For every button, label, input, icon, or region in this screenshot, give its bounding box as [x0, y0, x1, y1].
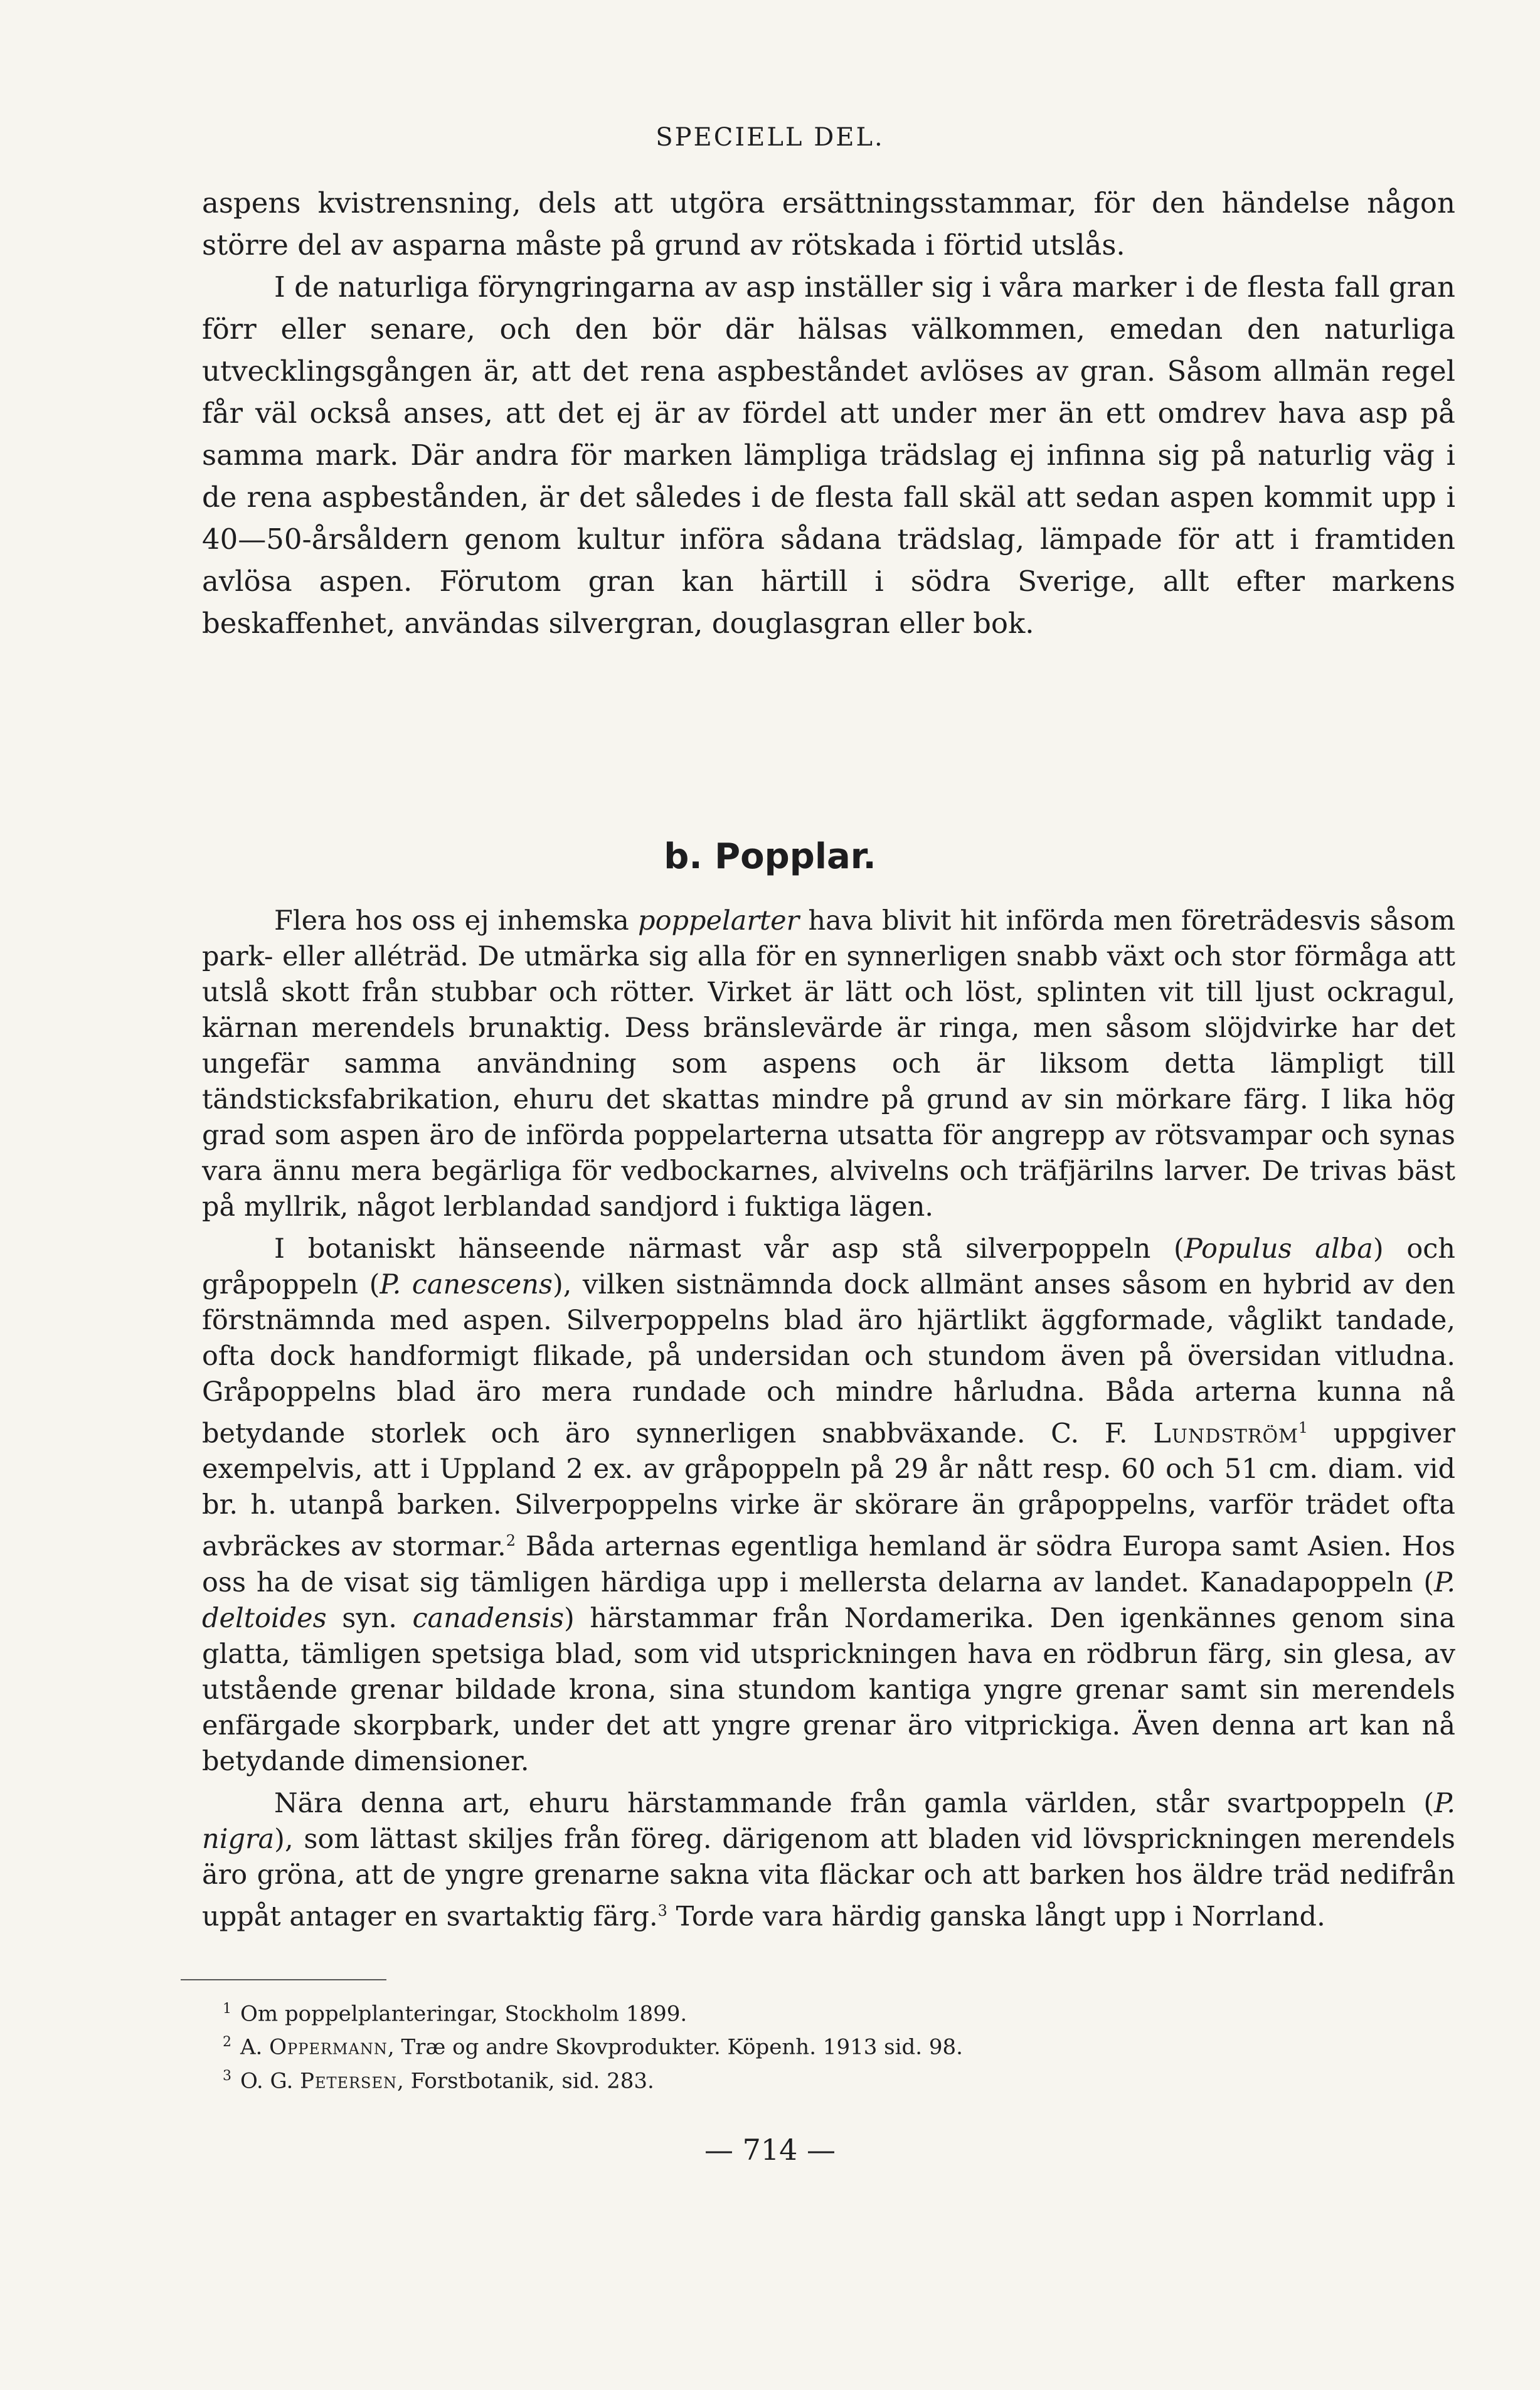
footnote-ref[interactable]: 3 — [657, 1901, 667, 1920]
author-name: Oppermann — [269, 2034, 388, 2060]
text-span: ), som lättast skiljes från föreg. därigenom att bladen vid lövsprickningen merendels äro gröna, att de yngre grenarne sakna vita fläckar och att barken hos äldre träd nedifrån uppåt antager en svartaktig färg. — [202, 1823, 1455, 1932]
author-name: Lundström — [1153, 1418, 1298, 1450]
italic-term: canadensis — [412, 1602, 565, 1634]
paragraph — [202, 1786, 1455, 1935]
footnote-text: A. — [240, 2034, 270, 2060]
text-span: ) härstammar från Nordamerika. Den igenkännes genom sina glatta, tämligen spetsiga blad, som vid utsprickningen hava en rödbrun färg, sin glesa, av utstående grenar bildade krona, sina stundom kantiga yngre grenar samt sin merendels enfärgade skorpbark, under det att yngre grenar äro vitprickiga. Även denna art kan nå betydande dimensioner. — [202, 1602, 1456, 1777]
paragraph: I de naturliga föryngringarna av asp inställer sig i våra marker i de flesta fall gran förr eller senare, och den bör där hälsas välkommen, emedan den naturliga utvecklingsgången är, att det rena aspbeståndet avlöses av gran. Såsom allmän regel får väl också anses, att det ej är av fördel att under mer än ett omdrev hava asp på samma mark. Där andra för marken lämpliga trädslag ej infinna sig på naturlig väg i de rena aspbestånden, är det således i de flesta fall skäl att sedan aspen kommit upp i 40—50-årsåldern genom kultur införa sådana trädslag, lämpade för att i framtiden avlösa aspen. Förutom gran kan härtill i södra Sverige, allt efter markens beskaffenhet, användas silvergran, douglasgran eller bok. — [202, 270, 1455, 640]
text-span: ) och gråpoppeln ( — [202, 1233, 1456, 1300]
paragraph: aspens kvistrensning, dels att utgöra ersättningsstammar, för den händelse någon större del av asparna måste på grund av rötskada i förtid utslås. — [202, 186, 1455, 262]
paragraph — [202, 1231, 1455, 1780]
footnote-ref[interactable]: 1 — [1298, 1419, 1309, 1437]
footnotes — [223, 1995, 1415, 2095]
footnote-mark: 1 — [223, 2001, 231, 2017]
text-span: Nära denna art, ehuru härstammande från gamla världen, står svartpoppeln ( — [274, 1787, 1435, 1819]
text-span: Flera hos oss ej inhemska — [274, 905, 639, 937]
text-span: I botaniskt hänseende närmast vår asp stå silverpoppeln ( — [274, 1233, 1184, 1265]
author-name: Petersen — [300, 2068, 398, 2093]
text-span: Båda arternas egentliga hemland är södra Europa samt Asien. Hos oss ha de visat sig tämligen härdiga upp i mellersta delarna av landet. Kanadapoppeln ( — [202, 1531, 1456, 1598]
footnote-ref[interactable]: 2 — [506, 1532, 516, 1550]
section-a-text — [202, 182, 1455, 644]
text-span: Torde vara härdig ganska långt upp i Norrland. — [667, 1900, 1325, 1932]
italic-term: P. nigra — [202, 1787, 1455, 1855]
italic-term: Populus alba — [1184, 1233, 1373, 1265]
footnote — [223, 2062, 1415, 2095]
paragraph — [202, 903, 1455, 1225]
running-title: SPECIELL DEL. — [656, 123, 884, 152]
italic-term: poppelarter — [638, 905, 800, 937]
footnote — [223, 2028, 1415, 2061]
footnote-text: , Forstbotanik, sid. 283. — [397, 2068, 654, 2093]
page-number: — 714 — — [704, 2133, 836, 2167]
text-span: syn. — [326, 1602, 413, 1634]
footnote-divider — [181, 1979, 386, 1980]
text-span: ), vilken sistnämnda dock allmänt anses såsom en hybrid av den förstnämnda med aspen. Silverpoppelns blad äro hjärtlikt äggformade, våglikt tandade, ofta dock handformigt flikade, på undersidan och stundom även på översidan vitludna. Gråpoppelns blad äro mera rundade och mindre hårludna. Båda arterna kunna nå betydande storlek och äro synnerligen snabbväxande. C. F. — [202, 1269, 1455, 1450]
section-b-text — [202, 903, 1455, 1935]
footnote-text: , Træ og andre Skovprodukter. Köpenh. 1913 sid. 98. — [387, 2034, 963, 2060]
text-span: hava blivit hit införda men företrädesvis såsom park- eller alléträd. De utmärka sig alla för en synnerligen snabb växt och stor förmåga att utslå skott från stubbar och rötter. Virket är lätt och löst, splinten vit till ljust ockragul, kärnan merendels brunaktig. Dess bränslevärde är ringa, men såsom slöjdvirke har det ungefär samma användning som aspens och är liksom detta lämpligt till tändsticksfabrikation, ehuru det skattas mindre på grund av sin mörkare färg. I lika hög grad som aspen äro de införda poppelarterna utsatta för angrepp av rötsvampar och synas vara ännu mera begärliga för vedbockarnes, alvivelns och träfjärilns larver. De trivas bäst på myllrik, något lerblandad sandjord i fuktiga lägen. — [202, 905, 1456, 1223]
section-heading: b. Popplar. — [664, 836, 876, 877]
footnote-text: Om poppelplanteringar, Stockholm 1899. — [240, 2001, 688, 2027]
footnote-mark: 2 — [223, 2034, 231, 2051]
italic-term: P. canescens — [380, 1269, 553, 1300]
footnote-text: O. G. — [240, 2068, 300, 2093]
footnote-mark: 3 — [223, 2068, 231, 2084]
text-span: uppgiver exempelvis, att i Uppland 2 ex. av gråpoppeln på 29 år nått resp. 60 och 51 cm. diam. vid br. h. utanpå barken. Silverpoppelns virke är skörare än gråpoppelns, varför trädet ofta avbräckes av stormar. — [202, 1418, 1455, 1563]
footnote — [223, 1995, 1415, 2028]
italic-term: P. deltoides — [202, 1566, 1455, 1634]
